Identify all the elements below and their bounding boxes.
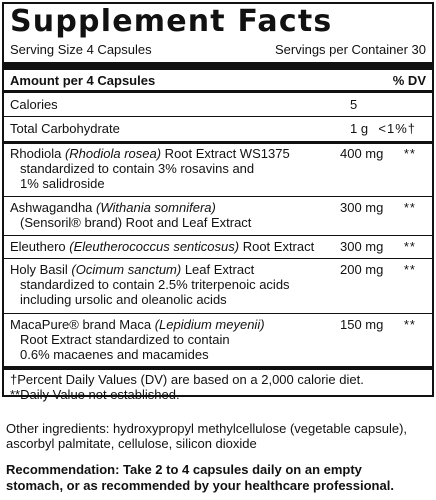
row-divider [4,235,432,236]
recommendation-line: Recommendation: Take 2 to 4 capsules daily on an empty [6,462,362,477]
ingredient-name: Ashwagandha [10,200,93,215]
thick-divider [4,366,432,370]
recommendation-line: stomach, or as recommended by your healthcare professional. [6,478,394,493]
ingredient-amount: 200 mg [340,262,384,277]
medium-divider [4,141,432,144]
ingredient-scientific: (Rhodiola rosea) [64,146,162,161]
ingredient-detail: Root Extract standardized to contain [20,332,230,347]
medium-divider [4,90,432,93]
panel-title: Supplement Facts [10,4,333,39]
thick-divider [4,62,432,70]
ingredient-detail: including ursolic and oleanolic acids [20,292,227,307]
ingredient-detail: standardized to contain 3% rosavins and [20,161,255,176]
carbohydrate-label: Total Carbohydrate [10,121,120,136]
other-ingredients [6,421,407,451]
row-divider [4,313,432,314]
row-divider [4,116,432,117]
ingredient-amount: 300 mg [340,200,384,215]
ingredient-name: Rhodiola [10,146,62,161]
ingredient-dv: ** [403,239,416,254]
ingredient-detail: standardized to contain 2.5% triterpenoic acids [20,277,290,292]
servings-per-container: Servings per Container 30 [274,42,426,57]
ingredient-dv: ** [403,317,416,332]
ingredient-detail: 0.6% macaenes and macamides [20,347,209,362]
carbohydrate-dv: <1%† [378,121,416,136]
ingredient-detail: 1% salidroside [20,176,105,191]
supplement-facts-panel [2,2,434,402]
calories-amount: 5 [350,97,358,112]
row-divider [4,196,432,197]
ingredient-scientific: (Withania somnifera) [96,200,216,215]
other-ingredients-line: Other ingredients: hydroxypropyl methylcellulose (vegetable capsule), [6,421,408,436]
other-ingredients-line: ascorbyl palmitate, cellulose, silicon dioxide [6,436,257,451]
calories-label: Calories [10,97,58,112]
footnotes [10,372,364,402]
ingredient-dv: ** [403,262,416,277]
ingredient-dv: ** [403,146,416,161]
serving-size: Serving Size 4 Capsules [10,42,152,57]
row-divider [4,258,432,259]
ingredient-desc: Root Extract WS1375 [161,146,290,161]
ingredient-amount: 400 mg [340,146,384,161]
ingredient-name: Eleuthero [10,239,66,254]
ingredient-name: Holy Basil [10,262,68,277]
serving-info [10,42,426,58]
ingredient-scientific: (Lepidium meyenii) [154,317,265,332]
ingredient-scientific: (Eleutherococcus senticosus) [69,239,240,254]
carbohydrate-amount: 1 g [350,121,369,136]
amount-label: Amount per 4 Capsules [10,73,156,88]
footnote-dv: †Percent Daily Values (DV) are based on a 2,000 calorie diet. [10,372,364,387]
ingredient-desc: Leaf Extract [181,262,255,277]
ingredient-amount: 150 mg [340,317,384,332]
ingredient-desc: Root Extract [239,239,315,254]
ingredient-scientific: (Ocimum sanctum) [71,262,182,277]
amount-header [10,72,426,90]
ingredient-detail: (Sensoril® brand) Root and Leaf Extract [20,215,252,230]
footnote-not-established: **Daily Value not established. [10,387,180,402]
recommendation [6,462,394,494]
ingredient-dv: ** [403,200,416,215]
ingredient-amount: 300 mg [340,239,384,254]
dv-label: % DV [392,73,426,88]
ingredient-name: MacaPure® brand Maca [10,317,152,332]
